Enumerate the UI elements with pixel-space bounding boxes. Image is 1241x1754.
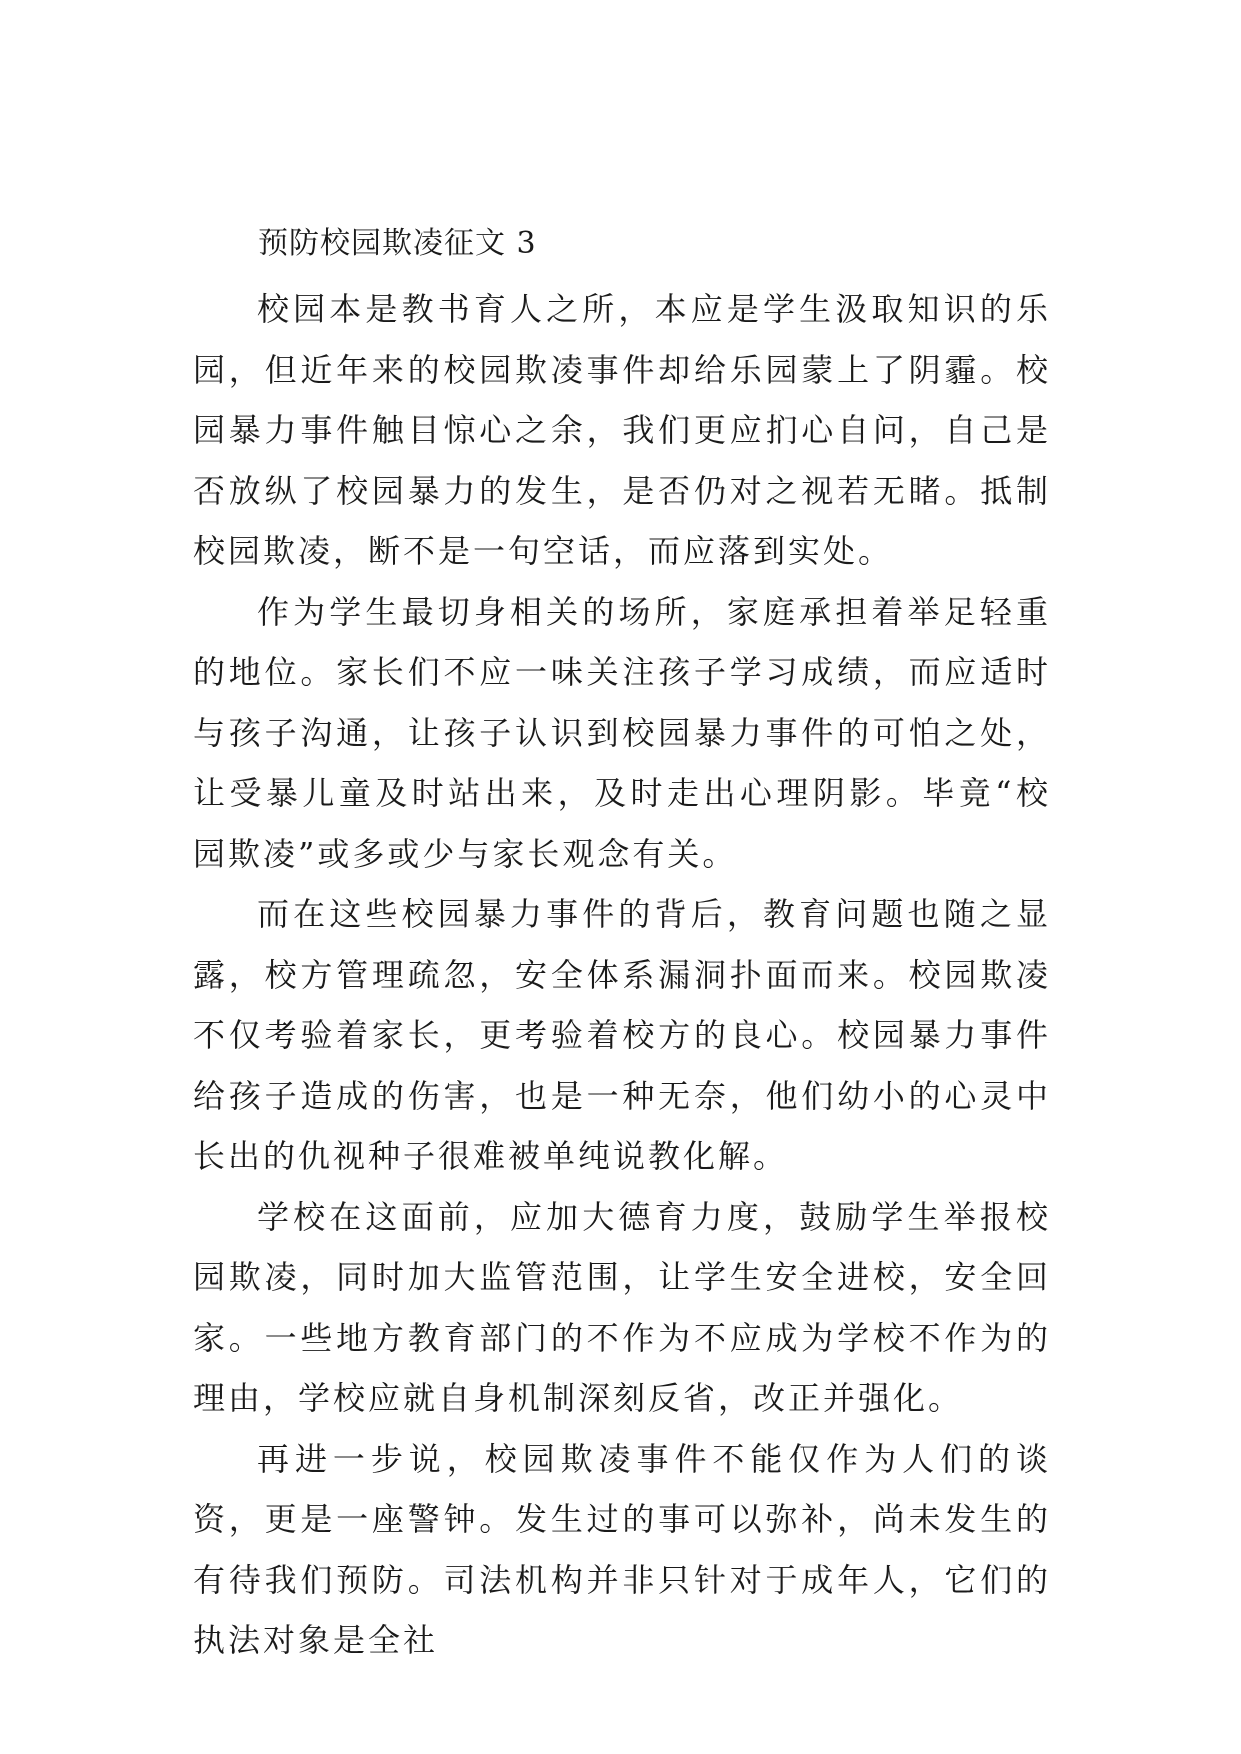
paragraph-2: 作为学生最切身相关的场所，家庭承担着举足轻重的地位。家长们不应一味关注孩子学习成绩，而应适时与孩子沟通，让孩子认识到校园暴力事件的可怕之处，让受暴儿童及时站出来，及时走出心理阴影。毕竟“校园欺凌”或多或少与家长观念有关。	[193, 592, 1051, 873]
paragraph-4: 学校在这面前，应加大德育力度，鼓励学生举报校园欺凌，同时加大监管范围，让学生安全进校，安全回家。一些地方教育部门的不作为不应成为学校不作为的理由，学校应就自身机制深刻反省，改正并强化。	[193, 1197, 1051, 1417]
paragraph-1: 校园本是教书育人之所，本应是学生汲取知识的乐园，但近年来的校园欺凌事件却给乐园蒙上了阴霾。校园暴力事件触目惊心之余，我们更应扪心自问，自己是否放纵了校园暴力的发生，是否仍对之视若无睹。抵制校园欺凌，断不是一句空话，而应落到实处。	[193, 290, 1051, 570]
document-body	[193, 279, 1051, 1671]
paragraph-3: 而在这些校园暴力事件的背后，教育问题也随之显露，校方管理疏忽，安全体系漏洞扑面而来。校园欺凌不仅考验着家长，更考验着校方的良心。校园暴力事件给孩子造成的伤害，也是一种无奈，他们幼小的心灵中长出的仇视种子很难被单纯说教化解。	[193, 895, 1051, 1175]
paragraph-5: 再进一步说，校园欺凌事件不能仅作为人们的谈资，更是一座警钟。发生过的事可以弥补，尚未发生的有待我们预防。司法机构并非只针对于成年人，它们的执法对象是全社	[193, 1439, 1051, 1659]
document-title: 预防校园欺凌征文 3	[258, 226, 537, 261]
